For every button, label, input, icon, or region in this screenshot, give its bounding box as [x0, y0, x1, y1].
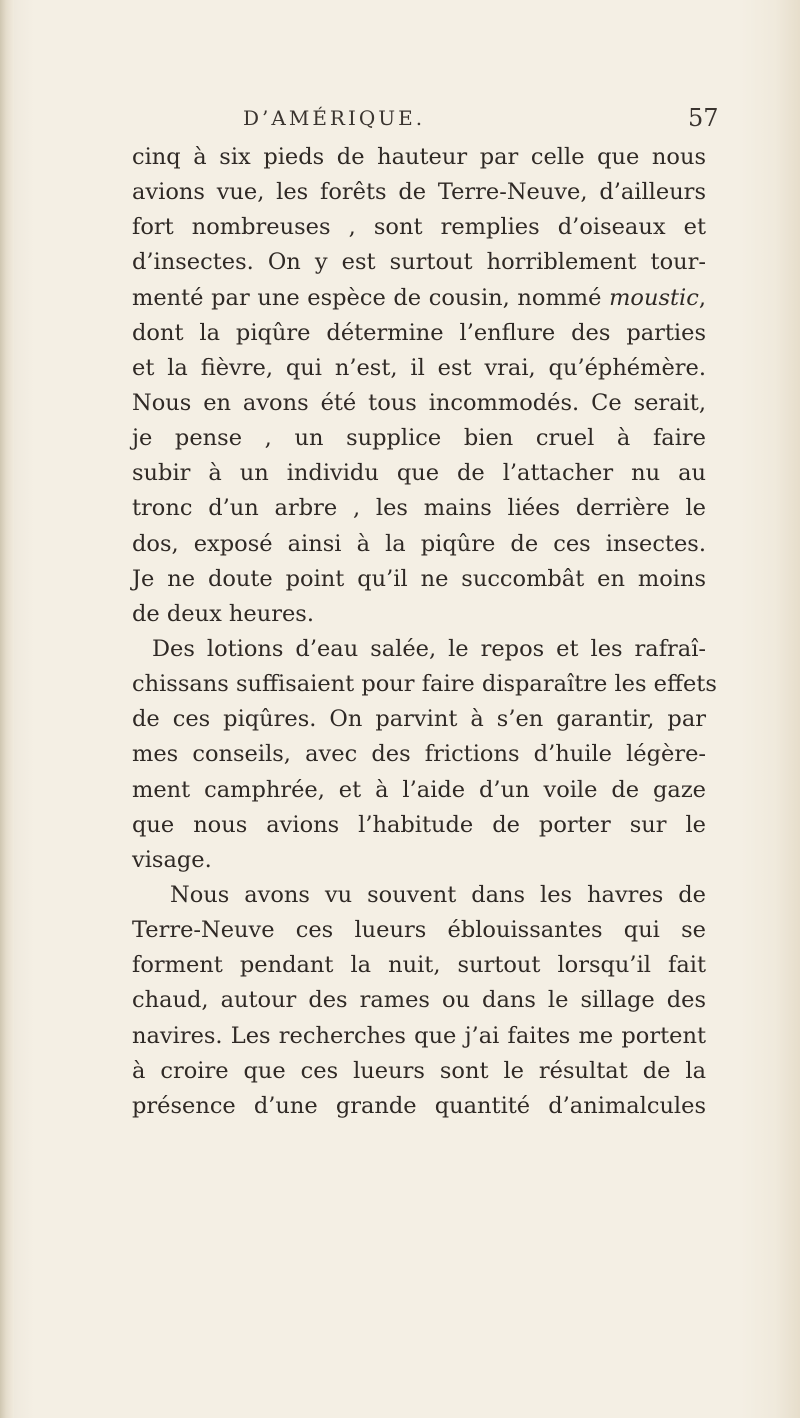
text-fragment: menté par une espèce de cousin, nommé — [132, 284, 610, 311]
text-line: chissans suffisaient pour faire disparaître les effets — [132, 671, 717, 698]
text-line-with-italic — [132, 281, 706, 316]
text-line: subir à un individu que de l’attacher nu au — [132, 460, 706, 487]
text-line: dont la piqûre détermine l’enflure des parties — [132, 319, 706, 346]
paragraph-start-line: Des lotions d’eau salée, le repos et les rafraî- — [152, 635, 706, 662]
text-line: avions vue, les forêts de Terre-Neuve, d’ailleurs — [132, 179, 706, 206]
text-line: ment camphrée, et à l’aide d’un voile de gaze — [132, 776, 706, 803]
text-line: fort nombreuses , sont remplies d’oiseaux et — [132, 214, 706, 241]
text-line: présence d’une grande quantité d’animalcules — [132, 1092, 706, 1119]
text-line: mes conseils, avec des frictions d’huile légère- — [132, 741, 706, 768]
page-number: 57 — [688, 104, 719, 132]
text-line: de ces piqûres. On parvint à s’en garantir, par — [132, 706, 706, 733]
text-line: dos, exposé ainsi à la piqûre de ces insectes. — [132, 530, 706, 557]
text-line: chaud, autour des rames ou dans le sillage des — [132, 987, 706, 1014]
text-line: et la fièvre, qui n’est, il est vrai, qu’éphémère. — [132, 354, 706, 381]
text-line: je pense , un supplice bien cruel à faire — [132, 425, 706, 452]
text-line: d’insectes. On y est surtout horriblement tour- — [132, 249, 706, 276]
text-line: à croire que ces lueurs sont le résultat de la — [132, 1057, 706, 1084]
text-line: Terre-Neuve ces lueurs éblouissantes qui se — [132, 917, 706, 944]
text-line: tronc d’un arbre , les mains liées derrière le — [132, 495, 706, 522]
text-fragment: , — [698, 284, 706, 311]
text-line: que nous avions l’habitude de porter sur le — [132, 811, 706, 838]
text-line: forment pendant la nuit, surtout lorsqu’il fait — [132, 952, 706, 979]
body-text — [132, 140, 717, 1124]
text-line: Nous en avons été tous incommodés. Ce serait, — [132, 389, 706, 416]
running-head-title: D’AMÉRIQUE. — [243, 106, 426, 130]
paragraph-end-line: de deux heures. — [132, 600, 314, 627]
text-line: navires. Les recherches que j’ai faites me portent — [132, 1022, 706, 1049]
paragraph-start-line: Nous avons vu souvent dans les havres de — [170, 881, 706, 908]
text-line: cinq à six pieds de hauteur par celle que nous — [132, 144, 706, 170]
paragraph-end-line: visage. — [132, 846, 212, 873]
text-line: Je ne doute point qu’il ne succombât en moins — [132, 565, 706, 592]
italic-term: moustic — [609, 284, 699, 311]
running-head — [0, 106, 800, 142]
page-spine-edge — [0, 0, 14, 1418]
